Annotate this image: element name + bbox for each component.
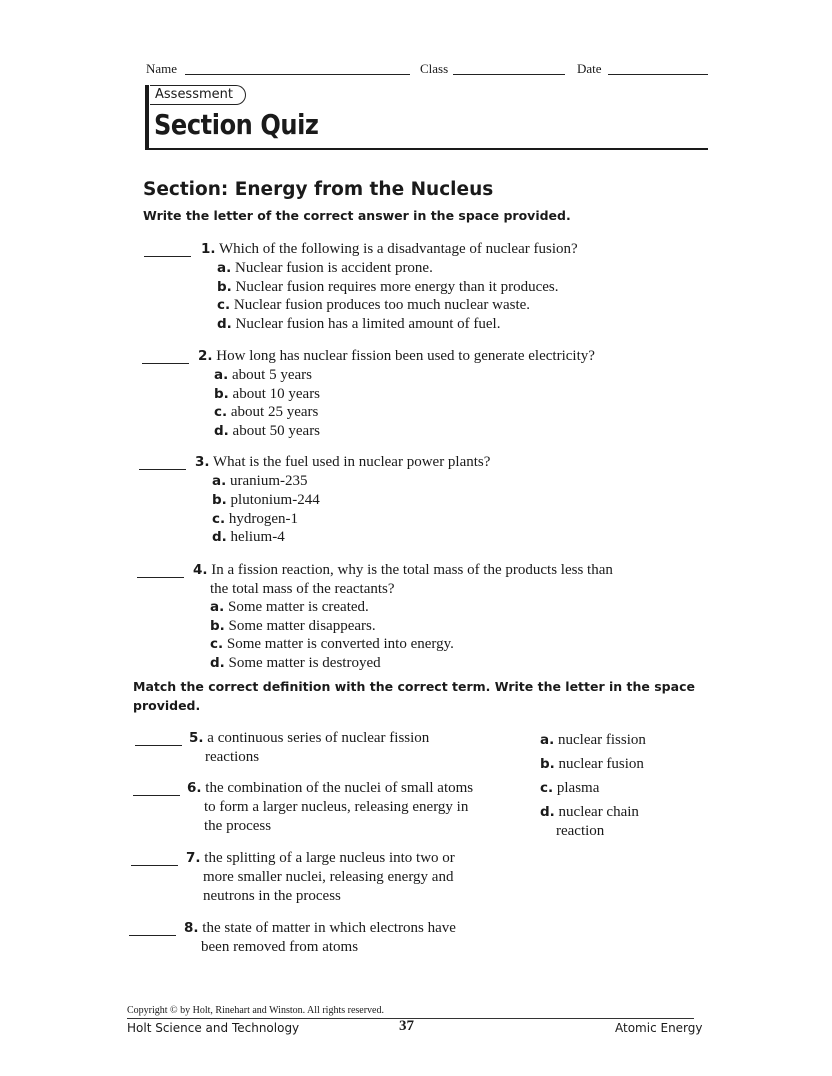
term-text: plasma <box>556 780 600 796</box>
name-field[interactable] <box>185 74 410 75</box>
option-text: Nuclear fusion requires more energy than it produces. <box>235 279 559 295</box>
footer-publication: Holt Science and Technology <box>127 1021 300 1035</box>
term-text: nuclear fission <box>558 732 646 748</box>
item-text: the splitting of a large nucleus into two or <box>204 850 455 866</box>
assessment-tab: Assessment <box>150 85 246 105</box>
date-label: Date <box>577 61 602 76</box>
match-item-7-line3: neutrons in the process <box>203 888 341 904</box>
match-item-5 <box>189 729 429 748</box>
option-letter: b. <box>212 492 227 508</box>
option-letter: b. <box>217 279 232 295</box>
answer-blank-8[interactable] <box>129 935 176 936</box>
match-item-5-line2: reactions <box>205 749 260 765</box>
answer-blank-1[interactable] <box>144 256 191 257</box>
name-label: Name <box>146 61 178 76</box>
option-text: Some matter disappears. <box>228 618 376 634</box>
question-4-line2: the total mass of the reactants? <box>210 581 395 597</box>
section-title: Section: Energy from the Nucleus <box>143 179 494 200</box>
option-3b <box>212 491 320 510</box>
instructions-2: Match the correct definition with the correct term. Write the letter in the space <box>133 679 695 694</box>
option-letter: b. <box>210 618 225 634</box>
option-text: about 50 years <box>232 423 321 439</box>
title-rule <box>145 148 708 150</box>
question-1 <box>201 240 578 259</box>
question-number: 3. <box>195 454 210 470</box>
option-letter: c. <box>212 511 226 527</box>
option-3a <box>212 472 307 491</box>
instructions-1: Write the letter of the correct answer in the space provided. <box>143 208 571 223</box>
question-number: 2. <box>198 348 213 364</box>
question-number: 4. <box>193 562 208 578</box>
match-item-7 <box>186 849 455 868</box>
answer-blank-2[interactable] <box>142 363 189 364</box>
option-1a <box>217 259 433 278</box>
option-text: Nuclear fusion has a limited amount of fuel. <box>235 316 501 332</box>
option-text: Nuclear fusion is accident prone. <box>235 260 433 276</box>
option-letter: a. <box>214 367 229 383</box>
option-text: helium-4 <box>230 529 285 545</box>
question-text: How long has nuclear fission been used to generate electricity? <box>216 348 595 364</box>
option-letter: a. <box>217 260 232 276</box>
option-1b <box>217 278 559 297</box>
option-text: plutonium-244 <box>230 492 320 508</box>
option-text: uranium-235 <box>230 473 308 489</box>
option-2d <box>214 422 320 441</box>
option-letter: c. <box>214 404 228 420</box>
instructions-2-line2: provided. <box>133 698 201 713</box>
term-letter: b. <box>540 756 555 772</box>
question-4 <box>193 561 613 580</box>
option-2b <box>214 385 320 404</box>
option-3d <box>212 528 285 547</box>
term-letter: d. <box>540 804 555 820</box>
option-text: Some matter is destroyed <box>228 655 381 671</box>
match-item-6 <box>187 779 473 798</box>
item-number: 7. <box>186 850 201 866</box>
class-label: Class <box>420 61 449 76</box>
match-item-8 <box>184 919 456 938</box>
answer-blank-5[interactable] <box>135 745 182 746</box>
term-d-line2: reaction <box>556 823 605 839</box>
term-letter: c. <box>540 780 554 796</box>
option-text: about 10 years <box>232 386 321 402</box>
answer-blank-4[interactable] <box>137 577 184 578</box>
option-text: hydrogen-1 <box>228 511 299 527</box>
item-text: the combination of the nuclei of small atoms <box>205 780 474 796</box>
option-text: Some matter is created. <box>228 599 369 615</box>
option-text: Some matter is converted into energy. <box>226 636 454 652</box>
question-text: What is the fuel used in nuclear power plants? <box>213 454 491 470</box>
question-3 <box>195 453 490 472</box>
option-3c <box>212 510 298 529</box>
match-item-8-line2: been removed from atoms <box>201 939 359 955</box>
page-title: Section Quiz <box>154 108 319 141</box>
option-2c <box>214 403 318 422</box>
banner-bar <box>145 85 149 150</box>
term-text: nuclear chain <box>558 804 639 820</box>
option-letter: a. <box>210 599 225 615</box>
footer-chapter: Atomic Energy <box>615 1021 703 1035</box>
match-item-6-line3: the process <box>204 818 272 834</box>
item-number: 6. <box>187 780 202 796</box>
answer-blank-3[interactable] <box>139 469 186 470</box>
question-text: In a fission reaction, why is the total mass of the products less than <box>211 562 613 578</box>
option-letter: c. <box>217 297 231 313</box>
term-b <box>540 755 644 774</box>
question-2 <box>198 347 595 366</box>
answer-blank-6[interactable] <box>133 795 180 796</box>
term-a <box>540 731 646 750</box>
copyright: Copyright © by Holt, Rinehart and Winston. All rights reserved. <box>127 1005 384 1016</box>
option-letter: d. <box>217 316 232 332</box>
term-text: nuclear fusion <box>558 756 644 772</box>
term-c <box>540 779 599 798</box>
option-4b <box>210 617 376 636</box>
item-text: the state of matter in which electrons have <box>202 920 456 936</box>
item-text: a continuous series of nuclear fission <box>207 730 430 746</box>
option-letter: c. <box>210 636 224 652</box>
match-item-6-line2: to form a larger nucleus, releasing energy in <box>204 799 469 815</box>
question-number: 1. <box>201 241 216 257</box>
option-letter: d. <box>214 423 229 439</box>
option-text: Nuclear fusion produces too much nuclear waste. <box>233 297 531 313</box>
page-number: 37 <box>399 1018 414 1034</box>
option-4a <box>210 598 369 617</box>
class-field[interactable] <box>453 74 565 75</box>
match-item-7-line2: more smaller nuclei, releasing energy and <box>203 869 454 885</box>
option-letter: b. <box>214 386 229 402</box>
term-d <box>540 803 639 822</box>
question-text: Which of the following is a disadvantage of nuclear fusion? <box>219 241 578 257</box>
option-2a <box>214 366 312 385</box>
option-1d <box>217 315 500 334</box>
item-number: 5. <box>189 730 204 746</box>
option-1c <box>217 296 530 315</box>
term-letter: a. <box>540 732 555 748</box>
option-4d <box>210 654 381 673</box>
item-number: 8. <box>184 920 199 936</box>
date-field[interactable] <box>608 74 708 75</box>
option-text: about 5 years <box>232 367 312 383</box>
option-letter: d. <box>210 655 225 671</box>
option-letter: a. <box>212 473 227 489</box>
option-letter: d. <box>212 529 227 545</box>
answer-blank-7[interactable] <box>131 865 178 866</box>
option-4c <box>210 635 454 654</box>
option-text: about 25 years <box>230 404 319 420</box>
